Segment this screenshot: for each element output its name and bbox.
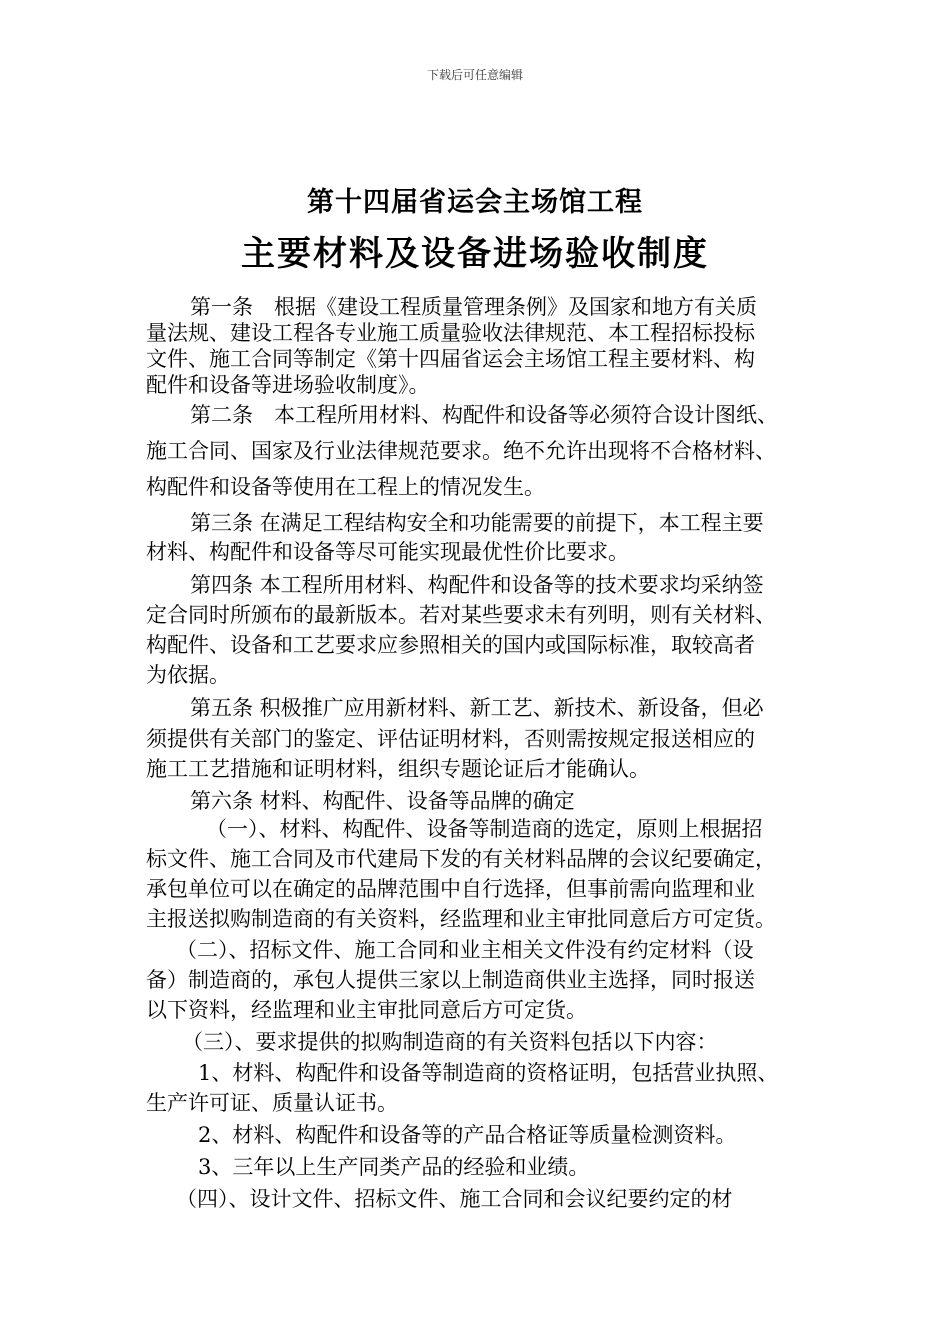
- body-line: 构配件和设备等使用在工程上的情况发生。: [146, 475, 545, 499]
- body-line: 标文件、施工合同及市代建局下发的有关材料品牌的会议纪要确定，: [146, 847, 776, 871]
- body-line: 1、材料、构配件和设备等制造商的资格证明，包括营业执照、: [198, 1061, 779, 1085]
- document-title: 第十四届省运会主场馆工程: [307, 187, 643, 218]
- body-line: 3、三年以上生产同类产品的经验和业绩。: [198, 1155, 590, 1179]
- body-line: 备）制造商的，承包人提供三家以上制造商供业主选择，同时报送: [146, 968, 755, 992]
- body-line: （四）、设计文件、招标文件、施工合同和会议纪要约定的材: [176, 1187, 733, 1211]
- body-line: 生产许可证、质量认证书。: [146, 1091, 398, 1115]
- body-line: （二）、招标文件、施工合同和业主相关文件没有约定材料（设: [176, 938, 754, 962]
- body-line: 第六条 材料、构配件、设备等品牌的确定: [190, 789, 575, 813]
- body-line: 主报送拟购制造商的有关资料，经监理和业主审批同意后方可定货。: [146, 907, 776, 931]
- body-line: 2、材料、构配件和设备等的产品合格证等质量检测资料。: [198, 1123, 737, 1147]
- body-line: 材料、构配件和设备等尽可能实现最优性价比要求。: [146, 540, 629, 564]
- body-line: （一）、材料、构配件、设备等制造商的选定，原则上根据招: [206, 817, 763, 841]
- body-line: 构配件、设备和工艺要求应参照相关的国内或国际标准，取较高者: [146, 633, 755, 657]
- body-line: 第三条 在满足工程结构安全和功能需要的前提下，本工程主要: [190, 511, 764, 535]
- body-line: 施工工艺措施和证明材料，组织专题论证后才能确认。: [146, 757, 650, 781]
- body-line: 第一条 根据《建设工程质量管理条例》及国家和地方有关质: [190, 295, 757, 319]
- body-line: 定合同时所颁布的最新版本。若对某些要求未有列明，则有关材料、: [146, 603, 776, 627]
- body-line: 配件和设备等进场验收制度》。: [146, 373, 430, 397]
- body-line: 施工合同、国家及行业法律规范要求。绝不允许出现将不合格材料、: [146, 439, 776, 463]
- body-line: （三）、要求提供的拟购制造商的有关资料包括以下内容：: [182, 1030, 718, 1054]
- body-line: 为依据。: [146, 663, 230, 687]
- body-line: 第五条 积极推广应用新材料、新工艺、新技术、新设备，但必: [190, 696, 764, 720]
- body-line: 以下资料，经监理和业主审批同意后方可定货。: [146, 998, 587, 1022]
- body-line: 量法规、建设工程各专业施工质量验收法律规范、本工程招标投标: [146, 321, 755, 345]
- header-note: 下载后可任意编辑: [426, 68, 523, 82]
- body-line: 第四条 本工程所用材料、构配件和设备等的技术要求均采纳签: [190, 573, 764, 597]
- body-line: 承包单位可以在确定的品牌范围中自行选择，但事前需向监理和业: [146, 877, 755, 901]
- document-subtitle: 主要材料及设备进场验收制度: [241, 234, 709, 274]
- body-line: 文件、施工合同等制定《第十四届省运会主场馆工程主要材料、构: [146, 347, 755, 371]
- body-line: 第二条 本工程所用材料、构配件和设备等必须符合设计图纸、: [190, 403, 778, 427]
- body-line: 须提供有关部门的鉴定、评估证明材料，否则需按规定报送相应的: [146, 727, 755, 751]
